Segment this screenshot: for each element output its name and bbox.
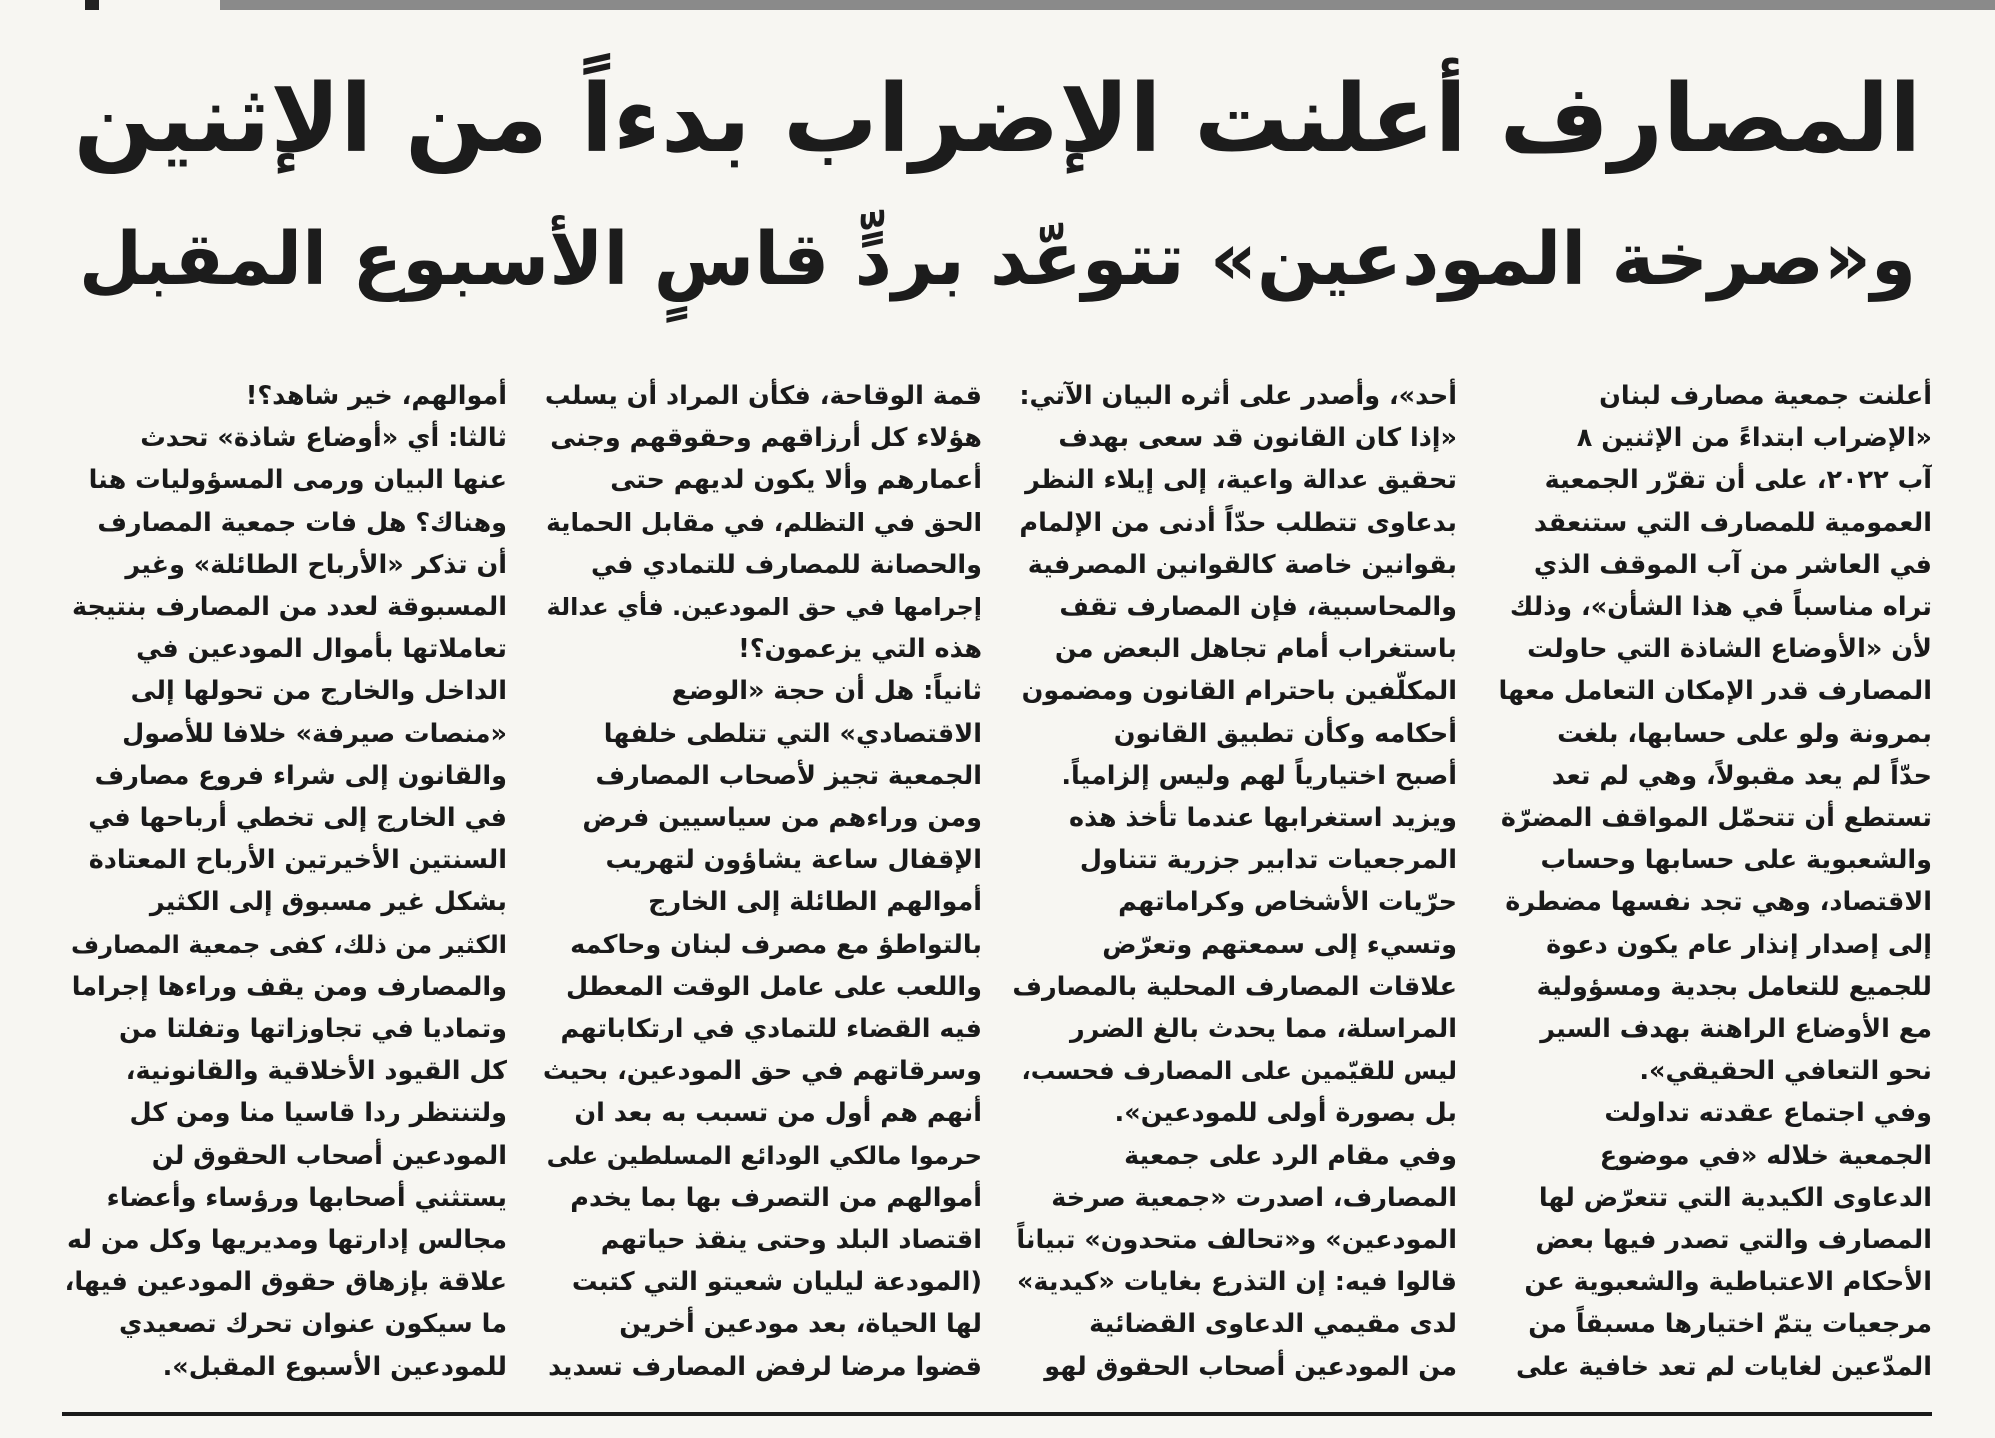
article-line: حرّيات الأشخاص وكراماتهم (1118, 887, 1457, 918)
article-line: الجمعية خلاله «في موضوع (1599, 1140, 1932, 1171)
article-line: يستثني أصحابها ورؤساء وأعضاء (106, 1182, 507, 1213)
article-line: والحصانة للمصارف للتمادي في (590, 549, 982, 580)
article-line: فيه القضاء للتمادي في ارتكاباتهم (560, 1014, 982, 1045)
article-line: إلى إصدار إنذار عام يكون دعوة (1546, 929, 1932, 960)
article-line: «الإضراب ابتداءً من الإثنين ٨ (1576, 423, 1932, 454)
article-line: هؤلاء كل أرزاقهم وحقوقهم وجنى (550, 423, 982, 454)
article-line: بل بصورة أولى للمودعين». (1114, 1098, 1457, 1129)
article-line: تراه مناسباً في هذا الشأن»، وذلك (1509, 592, 1932, 623)
article-line: للمودعين الأسبوع المقبل». (162, 1351, 507, 1382)
article-line: تستطع أن تتحمّل المواقف المضرّة (1500, 803, 1932, 834)
article-line: أحد»، وأصدر على أثره البيان الآتي: (1019, 381, 1457, 411)
article-line: أموالهم، خير شاهد؟! (245, 381, 507, 411)
corner-mark (85, 0, 99, 10)
article-line: علاقة بإزهاق حقوق المودعين فيها، (64, 1267, 507, 1298)
article-line: والشعبوية على حسابها وحساب (1540, 845, 1932, 876)
article-line: أصبح اختيارياً لهم وليس إلزامياً. (1061, 760, 1457, 791)
article-line: هذه التي يزعمون؟! (738, 634, 982, 665)
article-line: أموالهم من التصرف بها بما يخدم (570, 1182, 982, 1213)
article-line: في العاشر من آب الموقف الذي (1533, 549, 1932, 580)
headline-line-1: المصارف أعلنت الإضراب بدءاً من الإثنين (73, 65, 1922, 174)
article-line: وتماديا في تجاوزاتها وتفلتا من (118, 1014, 507, 1045)
article-line: المصارف، اصدرت «جمعية صرخة (1051, 1182, 1457, 1213)
column-4 (62, 375, 507, 1395)
article-line: قمة الوقاحة، فكأن المراد أن يسلب (544, 381, 982, 411)
article-line: الاقتصادي» التي تتلطى خلفها (603, 718, 982, 749)
article-line: ومن وراءهم من سياسيين فرض (582, 803, 982, 834)
article-line: الاقتصاد، وهي تجد نفسها مضطرة (1505, 887, 1932, 918)
article-line: ولتنتظر ردا قاسيا منا ومن كل (129, 1098, 507, 1129)
article-line: آب ٢٠٢٢، على أن تقرّر الجمعية (1544, 465, 1932, 496)
article-line: «إذا كان القانون قد سعى بهدف (1058, 423, 1457, 454)
article-line: الدعاوى الكيدية التي تتعرّض لها (1538, 1182, 1932, 1213)
article-line: في الخارج إلى تخطي أرباحها في (88, 803, 507, 834)
article-line: أعلنت جمعية مصارف لبنان (1599, 381, 1932, 411)
article-line: المصارف قدر الإمكان التعامل معها (1498, 676, 1932, 707)
bottom-rule (62, 1412, 1932, 1416)
article-line: والقانون إلى شراء فروع مصارف (94, 760, 507, 791)
article-line: المودعين أصحاب الحقوق لن (151, 1140, 507, 1171)
article-line: المدّعين لغايات لم تعد خافية على (1515, 1351, 1932, 1382)
headline (60, 50, 1935, 330)
article-line: بمرونة ولو على حسابها، بلغت (1557, 718, 1932, 749)
article-line: إجرامها في حق المودعين. فأي عدالة (546, 593, 982, 622)
article-columns (62, 375, 1932, 1395)
article-line: المرجعيات تدابير جزرية تتناول (1079, 845, 1457, 876)
article-line: باستغراب أمام تجاهل البعض من (1054, 634, 1457, 665)
headline-line-2: و«صرخة المودعين» تتوعّد بردٍّ قاسٍ الأسبوع المقبل (78, 217, 1917, 302)
article-line: المودعين» و«تحالف متحدون» تبياناً (1016, 1225, 1457, 1256)
article-line: تعاملاتها بأموال المودعين في (136, 634, 507, 665)
article-line: علاقات المصارف المحلية بالمصارف (1012, 971, 1457, 1002)
article-line: الداخل والخارج من تحولها إلى (130, 676, 507, 707)
article-line: الجمعية تجيز لأصحاب المصارف (595, 760, 982, 791)
article-line: لدى مقيمي الدعاوى القضائية (1089, 1309, 1457, 1340)
article-line: مجالس إدارتها ومديريها وكل من له (67, 1225, 507, 1256)
article-line: بالتواطؤ مع مصرف لبنان وحاكمه (570, 929, 982, 960)
top-rule (220, 0, 1995, 10)
column-1 (1487, 375, 1932, 1395)
article-line: لها الحياة، بعد مودعين أخرين (619, 1309, 982, 1340)
article-line: المصارف والتي تصدر فيها بعض (1535, 1225, 1932, 1256)
article-line: حرموا مالكي الودائع المسلطين على (546, 1140, 982, 1170)
article-line: الأحكام الاعتباطية والشعبوية عن (1524, 1267, 1932, 1298)
article-line: أن تذكر «الأرباح الطائلة» وغير (125, 549, 507, 580)
article-line: بقوانين خاصة كالقوانين المصرفية (1027, 549, 1457, 580)
article-line: وسرقاتهم في حق المودعين، بحيث (542, 1056, 982, 1087)
article-line: كل القيود الأخلاقية والقانونية، (125, 1056, 507, 1087)
article-line: السنتين الأخيرتين الأرباح المعتادة (88, 845, 507, 876)
article-line: تحقيق عدالة واعية، إلى إيلاء النظر (1025, 465, 1457, 496)
article-line: واللعب على عامل الوقت المعطل (565, 971, 982, 1002)
article-line: من المودعين أصحاب الحقوق لهو (1044, 1351, 1457, 1382)
article-line: ثانياً: هل أن حجة «الوضع (671, 676, 982, 707)
article-line: وهناك؟ هل فات جمعية المصارف (97, 507, 507, 538)
article-line: أحكامه وكأن تطبيق القانون (1113, 718, 1457, 749)
article-line: ليس للقيّمين على المصارف فحسب، (1021, 1056, 1457, 1086)
article-line: العمومية للمصارف التي ستنعقد (1533, 507, 1932, 538)
article-line: وفي اجتماع عقدته تداولت (1604, 1098, 1932, 1129)
article-line: قالوا فيه: إن التذرع بغايات «كيدية» (1016, 1267, 1457, 1298)
article-line: قضوا مرضا لرفض المصارف تسديد (548, 1351, 982, 1382)
article-line: نحو التعافي الحقيقي». (1639, 1056, 1932, 1087)
article-line: المراسلة، مما يحدث بالغ الضرر (1069, 1014, 1457, 1045)
article-line: عنها البيان ورمى المسؤوليات هنا (88, 465, 507, 496)
article-line: اقتصاد البلد وحتى ينقذ حياتهم (600, 1225, 982, 1256)
article-line: الإقفال ساعة يشاؤون لتهريب (605, 845, 982, 876)
article-line: والمحاسبية، فإن المصارف تقف (1059, 592, 1457, 623)
article-line: مع الأوضاع الراهنة بهدف السير (1540, 1014, 1932, 1045)
article-line: حدّاً لم يعد مقبولاً، وهي لم تعد (1551, 760, 1932, 791)
article-line: (المودعة ليليان شعيتو التي كتبت (571, 1267, 982, 1298)
article-line: وتسيء إلى سمعتهم وتعرّض (1102, 929, 1457, 960)
article-line: ويزيد استغرابها عندما تأخذ هذه (1069, 803, 1457, 834)
article-line: لأن «الأوضاع الشاذة التي حاولت (1527, 634, 1932, 665)
column-3 (537, 375, 982, 1395)
article-line: وفي مقام الرد على جمعية (1124, 1140, 1457, 1171)
article-line: ثالثا: أي «أوضاع شاذة» تحدث (140, 423, 507, 454)
article-line: بدعاوى تتطلب حدّاً أدنى من الإلمام (1019, 507, 1457, 538)
article-line: الحق في التظلم، في مقابل الحماية (546, 507, 982, 537)
article-line: أعمارهم وألا يكون لديهم حتى (610, 465, 982, 496)
article-line: أموالهم الطائلة إلى الخارج (648, 887, 982, 918)
article-line: مرجعيات يتمّ اختيارها مسبقاً من (1528, 1309, 1932, 1340)
article-line: للجميع للتعامل بجدية ومسؤولية (1536, 971, 1932, 1002)
article-line: الكثير من ذلك، كفى جمعية المصارف (71, 929, 507, 959)
article-line: المسبوقة لعدد من المصارف بنتيجة (71, 592, 507, 623)
article-line: «منصات صيرفة» خلافا للأصول (122, 718, 507, 749)
article-line: المكلّفين باحترام القانون ومضمون (1021, 676, 1457, 707)
article-line: والمصارف ومن يقف وراءها إجراما (71, 971, 507, 1002)
column-2 (1012, 375, 1457, 1395)
article-line: أنهم هم أول من تسبب به بعد ان (574, 1098, 982, 1129)
article-line: بشكل غير مسبوق إلى الكثير (149, 887, 507, 918)
article-line: ما سيكون عنوان تحرك تصعيدي (118, 1309, 507, 1340)
